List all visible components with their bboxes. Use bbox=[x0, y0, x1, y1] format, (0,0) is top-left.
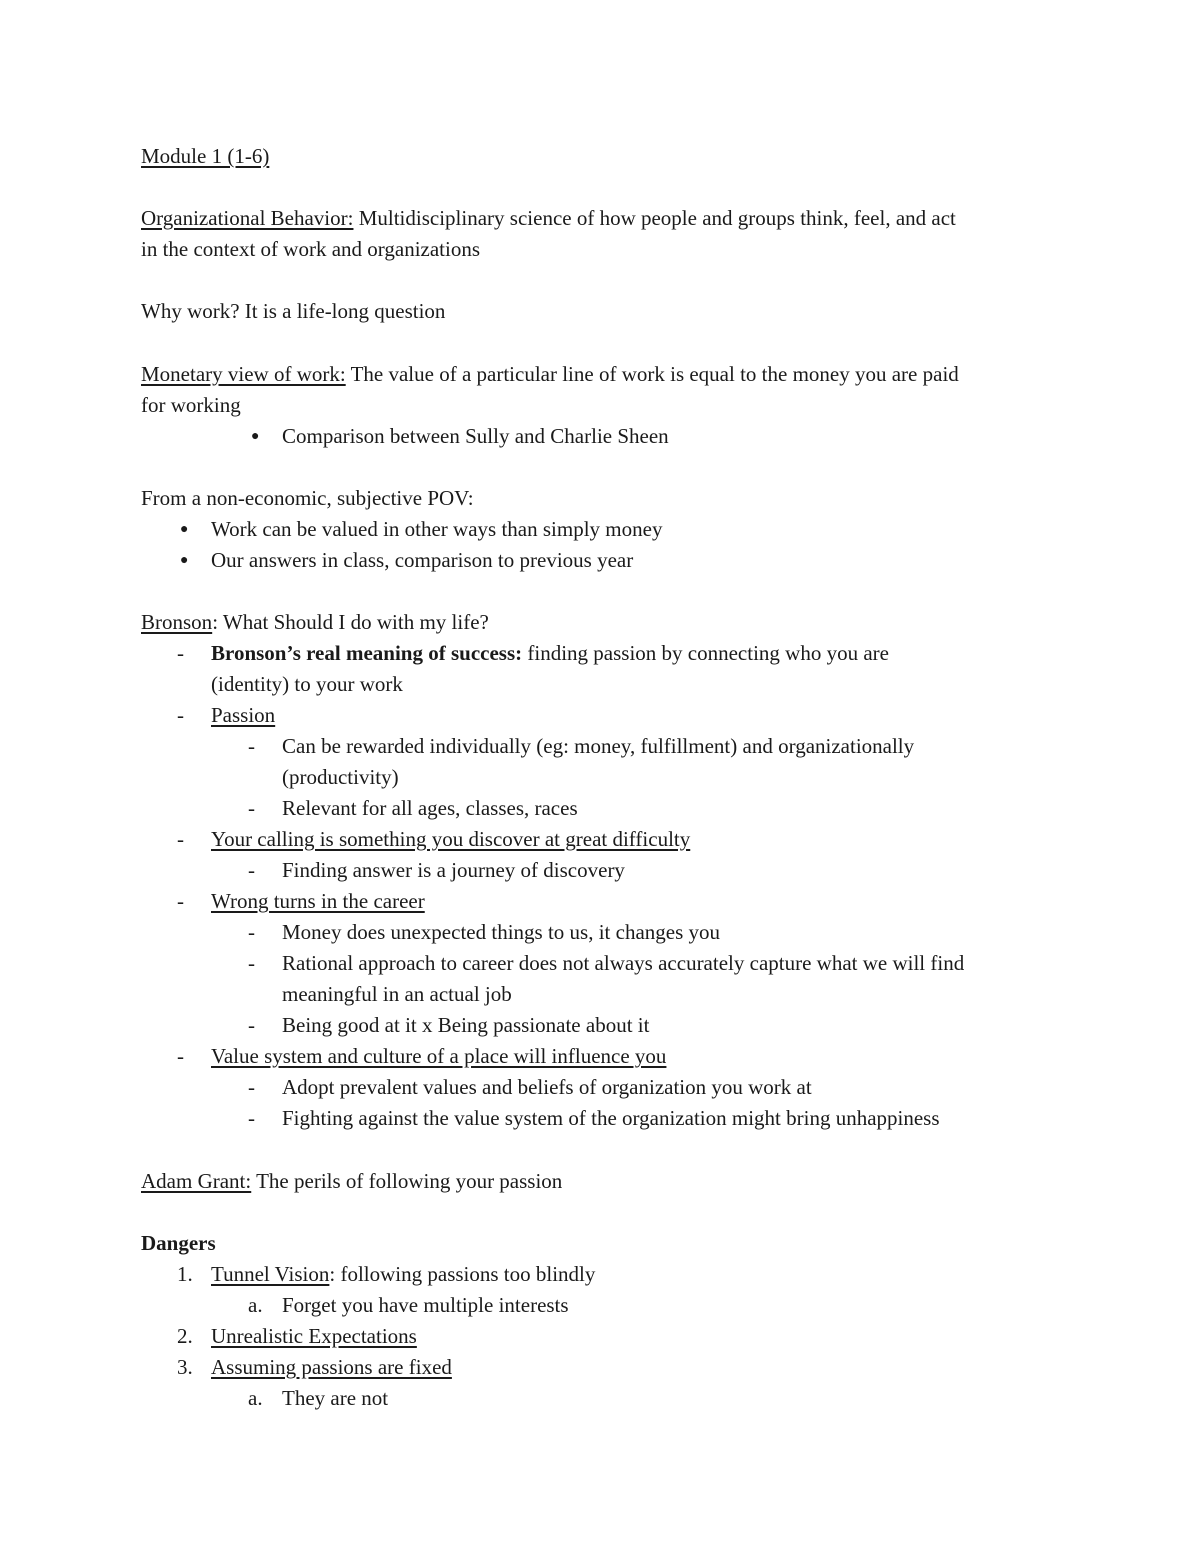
monetary-line-2: for working bbox=[141, 393, 241, 417]
ob-definition-line-2: in the context of work and organizations bbox=[141, 237, 481, 261]
wrong-turns-item: Wrong turns in the career bbox=[211, 889, 425, 913]
ob-term: Organizational Behavior: bbox=[141, 206, 354, 230]
dash-marker: - bbox=[248, 796, 255, 820]
danger-3: Assuming passions are fixed bbox=[211, 1355, 452, 1379]
grant-term: Adam Grant: bbox=[141, 1169, 252, 1193]
danger-1 bbox=[211, 1264, 595, 1285]
bronson-success-cont: (identity) to your work bbox=[211, 672, 403, 696]
noneco-heading: From a non-economic, subjective POV: bbox=[141, 486, 474, 510]
calling-item: Your calling is something you discover at great difficulty bbox=[211, 827, 691, 851]
value-sub-2: Fighting against the value system of the organization might bring unhappiness bbox=[282, 1106, 940, 1130]
grant-line bbox=[141, 1171, 562, 1192]
value-system-item: Value system and culture of a place will influence you bbox=[211, 1044, 667, 1068]
passion-sub-1-cont: (productivity) bbox=[282, 765, 399, 789]
bullet-icon: ● bbox=[251, 429, 260, 444]
dash-marker: - bbox=[177, 827, 184, 851]
list-letter: a. bbox=[248, 1293, 263, 1317]
noneco-bullet-1: Work can be valued in other ways than simply money bbox=[211, 517, 663, 541]
bullet-icon: ● bbox=[180, 553, 189, 568]
grant-subtitle: The perils of following your passion bbox=[251, 1169, 563, 1193]
wrong-sub-1: Money does unexpected things to us, it changes you bbox=[282, 920, 721, 944]
wrong-sub-2: Rational approach to career does not always accurately capture what we will find bbox=[282, 951, 965, 975]
danger-1a: Forget you have multiple interests bbox=[282, 1293, 569, 1317]
monetary-bullet-text: Comparison between Sully and Charlie Sheen bbox=[282, 424, 669, 448]
dash-marker: - bbox=[248, 1013, 255, 1037]
calling-sub: Finding answer is a journey of discovery bbox=[282, 858, 625, 882]
list-number: 2. bbox=[177, 1324, 193, 1348]
dash-marker: - bbox=[248, 858, 255, 882]
wrong-sub-3: Being good at it x Being passionate about it bbox=[282, 1013, 650, 1037]
noneco-bullet-2: Our answers in class, comparison to previous year bbox=[211, 548, 634, 572]
passion-item: Passion bbox=[211, 703, 276, 727]
monetary-line-1 bbox=[141, 364, 959, 385]
list-number: 3. bbox=[177, 1355, 193, 1379]
bronson-term: Bronson bbox=[141, 610, 213, 634]
list-letter: a. bbox=[248, 1386, 263, 1410]
why-work-text: Why work? It is a life-long question bbox=[141, 299, 446, 323]
list-number: 1. bbox=[177, 1262, 193, 1286]
page-title: Module 1 (1-6) bbox=[141, 144, 270, 168]
value-sub-1: Adopt prevalent values and beliefs of organization you work at bbox=[282, 1075, 812, 1099]
dash-marker: - bbox=[248, 734, 255, 758]
dash-marker: - bbox=[177, 703, 184, 727]
dash-marker: - bbox=[248, 951, 255, 975]
danger-1-term: Tunnel Vision bbox=[211, 1262, 330, 1286]
danger-2: Unrealistic Expectations bbox=[211, 1324, 417, 1348]
danger-1-text: : following passions too blindly bbox=[329, 1262, 596, 1286]
monetary-term: Monetary view of work: bbox=[141, 362, 346, 386]
dash-marker: - bbox=[177, 641, 184, 665]
wrong-sub-2-cont: meaningful in an actual job bbox=[282, 982, 512, 1006]
bronson-success-text: finding passion by connecting who you are bbox=[522, 641, 889, 665]
bronson-line bbox=[141, 612, 489, 633]
dash-marker: - bbox=[248, 1075, 255, 1099]
bronson-success-line bbox=[211, 643, 889, 664]
dangers-heading: Dangers bbox=[141, 1231, 216, 1255]
dash-marker: - bbox=[177, 1044, 184, 1068]
danger-3a: They are not bbox=[282, 1386, 389, 1410]
bullet-icon: ● bbox=[180, 522, 189, 537]
passion-sub-1: Can be rewarded individually (eg: money, fulfillment) and organizationally bbox=[282, 734, 915, 758]
monetary-definition: The value of a particular line of work is equal to the money you are paid bbox=[345, 362, 959, 386]
bronson-subtitle: : What Should I do with my life? bbox=[212, 610, 489, 634]
dash-marker: - bbox=[177, 889, 184, 913]
dash-marker: - bbox=[248, 920, 255, 944]
dash-marker: - bbox=[248, 1106, 255, 1130]
ob-definition-line-1 bbox=[141, 208, 956, 229]
passion-sub-2: Relevant for all ages, classes, races bbox=[282, 796, 578, 820]
bronson-success-term: Bronson’s real meaning of success: bbox=[211, 641, 523, 665]
ob-definition: Multidisciplinary science of how people and groups think, feel, and act bbox=[353, 206, 956, 230]
